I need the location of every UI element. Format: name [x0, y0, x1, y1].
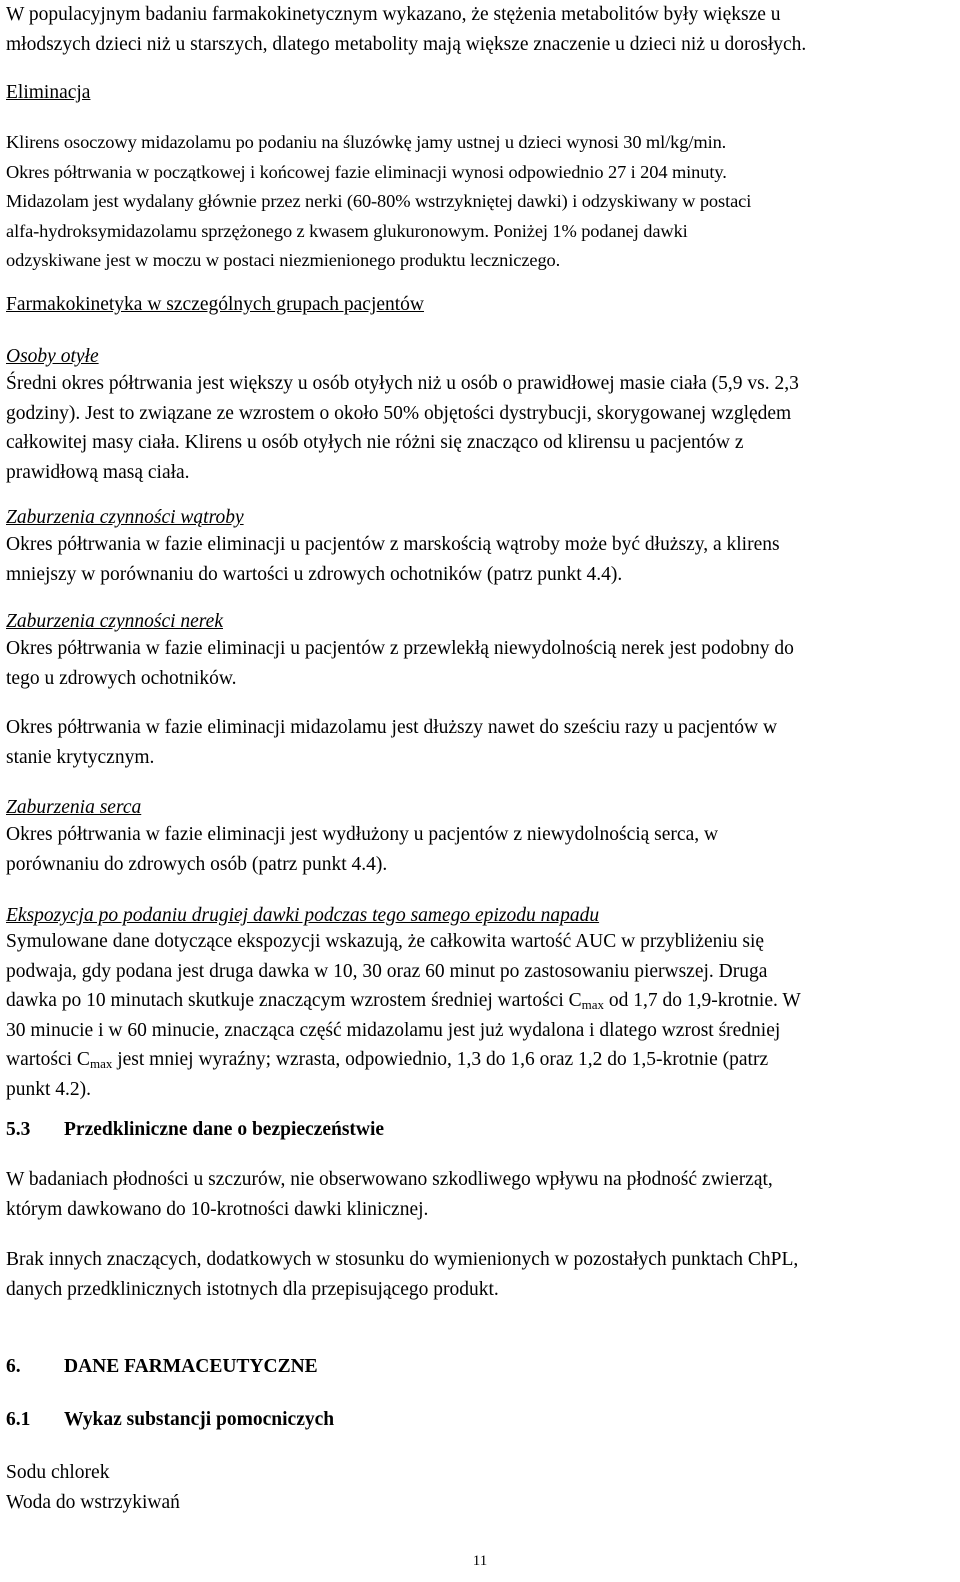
subscript: max: [89, 1056, 113, 1071]
text-line: danych przedklinicznych istotnych dla przepisującego produkt.: [6, 1278, 499, 1300]
list-item: Woda do wstrzykiwań: [6, 1491, 180, 1513]
text-segment: wartości C: [6, 1049, 90, 1070]
text-line: godziny). Jest to związane ze wzrostem o około 50% objętości dystrybucji, skorygowanej względem: [6, 402, 792, 424]
section-title: Wykaz substancji pomocniczych: [64, 1409, 335, 1430]
text-line: 30 minucie i w 60 minucie, znacząca część midazolamu jest już wydalona i dlatego wzrost średniej: [6, 1019, 781, 1041]
text-line: Symulowane dane dotyczące ekspozycji wskazują, że całkowita wartość AUC w przybliżeniu się: [6, 931, 765, 952]
obese-paragraph: [6, 369, 799, 487]
text-line: podwaja, gdy podana jest druga dawka w 10, 30 oraz 60 minut po zastosowaniu pierwszej. Druga: [6, 960, 768, 982]
kidney-heading: Zaburzenia czynności nerek: [6, 611, 223, 632]
text-line: Średni okres półtrwania jest większy u osób otyłych niż u osób o prawidłowej masie ciała (5,9 vs. 2,3: [6, 373, 799, 394]
text-line: [6, 986, 801, 1016]
text-line: Okres półtrwania w początkowej i końcowej fazie eliminacji wynosi odpowiednio 27 i 204 minuty.: [6, 161, 727, 182]
text-line: całkowitej masy ciała. Klirens u osób otyłych nie różni się znacząco od klirensu u pacjentów z: [6, 432, 744, 453]
text-line: Okres półtrwania w fazie eliminacji jest wydłużony u pacjentów z niewydolnością serca, w: [6, 824, 719, 845]
elimination-paragraph: [6, 128, 751, 276]
intro-paragraph: [6, 0, 806, 59]
second-dose-heading: Ekspozycja po podaniu drugiej dawki podczas tego samego epizodu napadu: [6, 905, 600, 926]
text-line: alfa-hydroksymidazolamu sprzężonego z kwasem glukuronowym. Poniżej 1% podanej dawki: [6, 220, 688, 241]
text-line: Okres półtrwania w fazie eliminacji u pacjentów z przewlekłą niewydolnością nerek jest podobny do: [6, 638, 794, 659]
excipients-list: [6, 1458, 180, 1517]
liver-heading: Zaburzenia czynności wątroby: [6, 507, 244, 528]
section-number: 5.3: [6, 1119, 31, 1140]
text-line: Okres półtrwania w fazie eliminacji midazolamu jest dłuższy nawet do sześciu razy u pacjentów w: [6, 717, 778, 738]
elimination-heading: Eliminacja: [6, 82, 91, 103]
text-line: którym dawkowano do 10-krotności dawki klinicznej.: [6, 1198, 429, 1220]
obese-heading: Osoby otyłe: [6, 346, 99, 367]
text-line: porównaniu do zdrowych osób (patrz punkt 4.4).: [6, 853, 388, 875]
section-6-1-heading: [6, 1405, 334, 1435]
second-dose-paragraph: [6, 927, 801, 1104]
section-number: 6.1: [6, 1409, 31, 1430]
text-line: Klirens osoczowy midazolamu po podaniu na śluzówkę jamy ustnej u dzieci wynosi 30 ml/kg/min.: [6, 132, 727, 152]
text-line: W populacyjnym badaniu farmakokinetycznym wykazano, że stężenia metabolitów były większe u: [6, 4, 781, 25]
text-segment: dawka po 10 minutach skutkuje znaczącym wzrostem średniej wartości C: [6, 990, 582, 1011]
text-line: tego u zdrowych ochotników.: [6, 667, 237, 689]
section-number: 6.: [6, 1356, 21, 1377]
critical-paragraph: [6, 713, 777, 772]
text-line: [6, 1045, 801, 1075]
subscript: max: [581, 997, 605, 1012]
section-title: DANE FARMACEUTYCZNE: [64, 1356, 318, 1377]
heart-paragraph: [6, 820, 718, 879]
text-line: punkt 4.2).: [6, 1078, 92, 1100]
section-6-heading: [6, 1352, 318, 1382]
fertility-paragraph: [6, 1165, 773, 1224]
text-line: odzyskiwane jest w moczu w postaci niezmienionego produktu leczniczego.: [6, 250, 561, 270]
section-title: Przedkliniczne dane o bezpieczeństwie: [64, 1119, 385, 1140]
text-line: Okres półtrwania w fazie eliminacji u pacjentów z marskością wątroby może być dłuższy, a klirens: [6, 534, 780, 555]
section-5-3-heading: [6, 1115, 384, 1145]
text-line: prawidłową masą ciała.: [6, 461, 190, 483]
text-line: W badaniach płodności u szczurów, nie obserwowano szkodliwego wpływu na płodność zwierząt,: [6, 1169, 773, 1190]
liver-paragraph: [6, 530, 780, 589]
heart-heading: Zaburzenia serca: [6, 797, 142, 818]
page-number: 11: [472, 1553, 488, 1569]
text-line: Brak innych znaczących, dodatkowych w stosunku do wymienionych w pozostałych punktach ChPL,: [6, 1249, 799, 1270]
text-segment: jest mniej wyraźny; wzrasta, odpowiednio, 1,3 do 1,6 oraz 1,2 do 1,5-krotnie (patrz: [112, 1049, 769, 1070]
text-line: mniejszy w porównaniu do wartości u zdrowych ochotników (patrz punkt 4.4).: [6, 563, 623, 585]
text-segment: od 1,7 do 1,9-krotnie. W: [604, 990, 801, 1011]
other-data-paragraph: [6, 1245, 798, 1304]
text-line: stanie krytycznym.: [6, 746, 155, 768]
text-line: Midazolam jest wydalany głównie przez nerki (60-80% wstrzykniętej dawki) i odzyskiwany w postaci: [6, 191, 752, 211]
special-groups-heading: Farmakokinetyka w szczególnych grupach pacjentów: [6, 294, 425, 315]
kidney-paragraph: [6, 634, 794, 693]
text-line: młodszych dzieci niż u starszych, dlatego metabolity mają większe znaczenie u dzieci niż u dorosłych.: [6, 33, 807, 55]
list-item: Sodu chlorek: [6, 1462, 110, 1483]
